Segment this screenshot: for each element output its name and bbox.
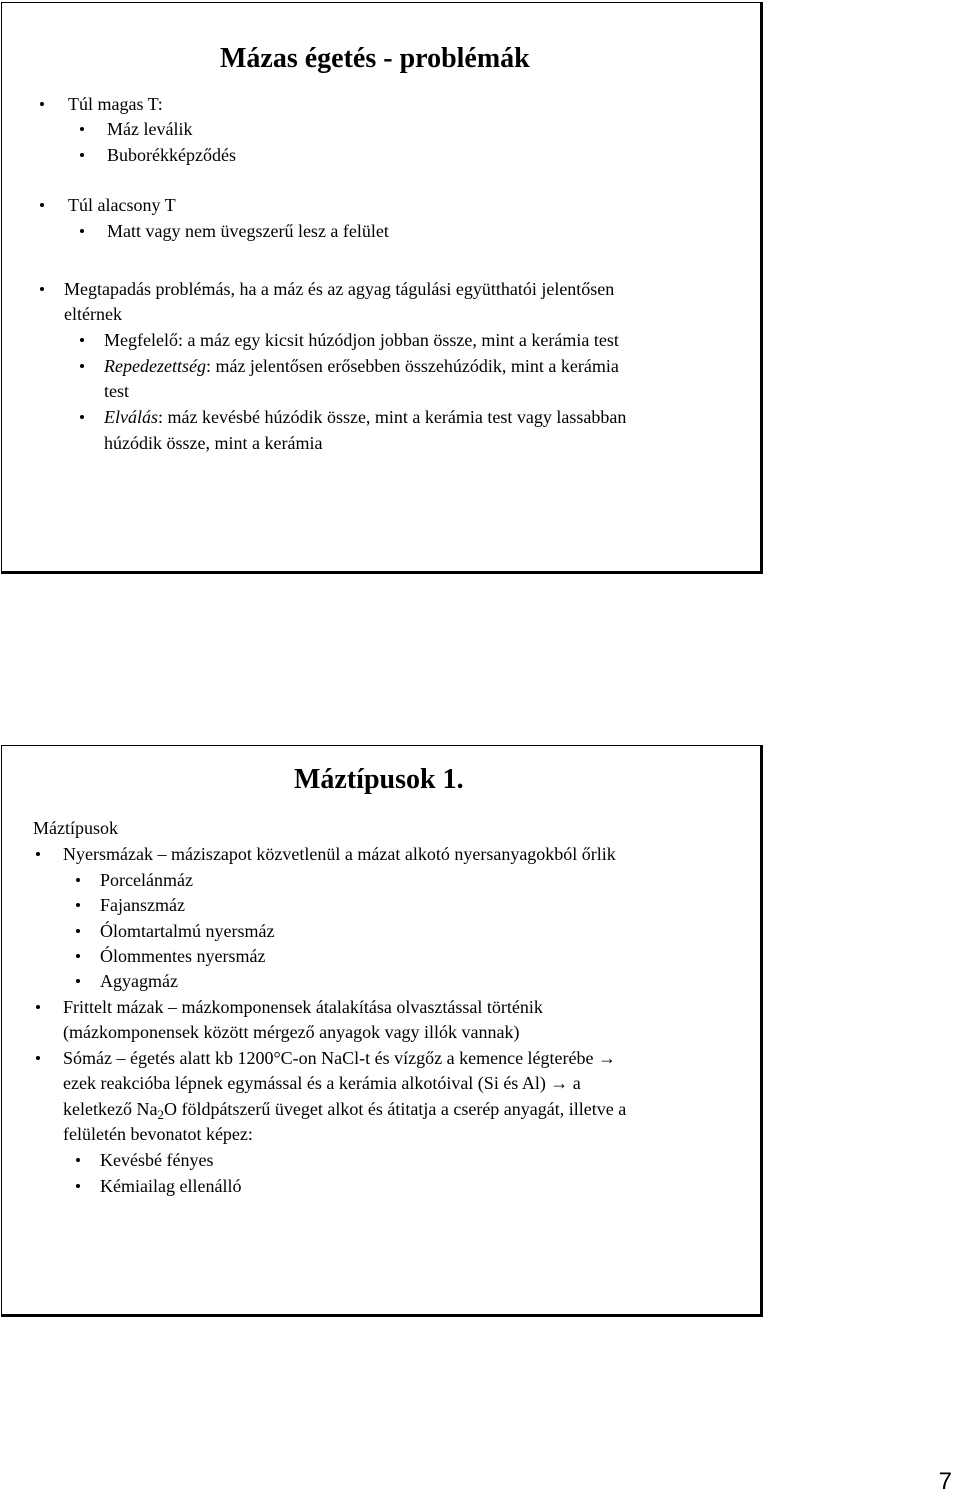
salt-glaze-text-end: felületén bevonatot képez:	[63, 1124, 253, 1144]
raw-glaze-item: Agyagmáz	[100, 971, 178, 991]
bullet-icon	[80, 229, 84, 233]
adhesion-text: Megtapadás problémás, ha a máz és az agyag tágulási együtthatói jelentősen	[64, 279, 615, 299]
bullet-icon	[40, 102, 44, 106]
fritted-glazes-text-cont: (mázkomponensek között mérgező anyagok vagy illók vannak)	[63, 1022, 520, 1042]
adhesion-text-cont: eltérnek	[64, 304, 122, 324]
bullet-icon	[80, 153, 84, 157]
separation-description: : máz kevésbé húzódik össze, mint a kerámia test vagy lassabban	[158, 407, 627, 427]
slide-glaze-types	[1, 745, 763, 1317]
bullet-icon	[80, 338, 84, 342]
raw-glaze-item: Ólommentes nyersmáz	[100, 946, 266, 966]
raw-glaze-item: Ólomtartalmú nyersmáz	[100, 921, 275, 941]
high-temp-item: Máz leválik	[107, 119, 193, 139]
bullet-icon	[76, 903, 80, 907]
high-temp-label: Túl magas T:	[68, 94, 163, 114]
salt-glaze-text: Sómáz – égetés alatt kb 1200°C-on NaCl-t és vízgőz a kemence légterébe →	[63, 1048, 617, 1068]
bullet-icon	[76, 1184, 80, 1188]
bullet-icon	[36, 1005, 40, 1009]
intro-label: Máztípusok	[33, 818, 118, 838]
crazing-description: : máz jelentősen erősebben összehúzódik, mint a kerámia	[205, 356, 619, 376]
bullet-icon	[36, 1056, 40, 1060]
separation-term: Elválás	[104, 407, 158, 427]
slide-title: Máztípusok 1.	[294, 764, 464, 795]
page-number: 7	[938, 1468, 952, 1495]
low-temp-label: Túl alacsony T	[68, 195, 176, 215]
crazing-text-cont: test	[104, 381, 129, 401]
slide-glaze-firing-problems	[1, 2, 763, 574]
raw-glazes-text: Nyersmázak – máziszapot közvetlenül a mázat alkotó nyersanyagokból őrlik	[63, 844, 616, 864]
crazing-text	[104, 355, 619, 377]
salt-glaze-formula-post: O földpátszerű üveget alkot és átitatja a cserép anyagát, illetve a	[163, 1099, 627, 1119]
bullet-icon	[76, 954, 80, 958]
appropriate-text: Megfelelő: a máz egy kicsit húzódjon jobban össze, mint a kerámia test	[104, 330, 619, 350]
raw-glaze-item: Fajanszmáz	[100, 895, 185, 915]
high-temp-item: Buborékképződés	[107, 145, 236, 165]
bullet-icon	[80, 127, 84, 131]
sodium-subscript: 2	[157, 1107, 164, 1122]
low-temp-item: Matt vagy nem üvegszerű lesz a felület	[107, 221, 389, 241]
fritted-glazes-text: Frittelt mázak – mázkomponensek átalakítása olvasztással történik	[63, 997, 543, 1017]
bullet-icon	[80, 364, 84, 368]
salt-glaze-text-formula	[63, 1098, 626, 1126]
bullet-icon	[76, 1158, 80, 1162]
bullet-icon	[76, 929, 80, 933]
salt-glaze-item: Kémiailag ellenálló	[100, 1176, 242, 1196]
crazing-term: Repedezettség	[104, 356, 206, 376]
separation-text-cont: húzódik össze, mint a kerámia	[104, 433, 323, 453]
bullet-icon	[80, 415, 84, 419]
bullet-icon	[76, 979, 80, 983]
raw-glaze-item: Porcelánmáz	[100, 870, 193, 890]
bullet-icon	[40, 287, 44, 291]
slide-title: Mázas égetés - problémák	[220, 43, 530, 74]
bullet-icon	[36, 852, 40, 856]
salt-glaze-item: Kevésbé fényes	[100, 1150, 214, 1170]
salt-glaze-formula-pre: keletkező Na	[63, 1099, 158, 1119]
bullet-icon	[40, 203, 44, 207]
salt-glaze-text-cont: ezek reakcióba lépnek egymással és a kerámia alkotóival (Si és Al) → a	[63, 1073, 581, 1093]
separation-text	[104, 406, 626, 428]
bullet-icon	[76, 878, 80, 882]
